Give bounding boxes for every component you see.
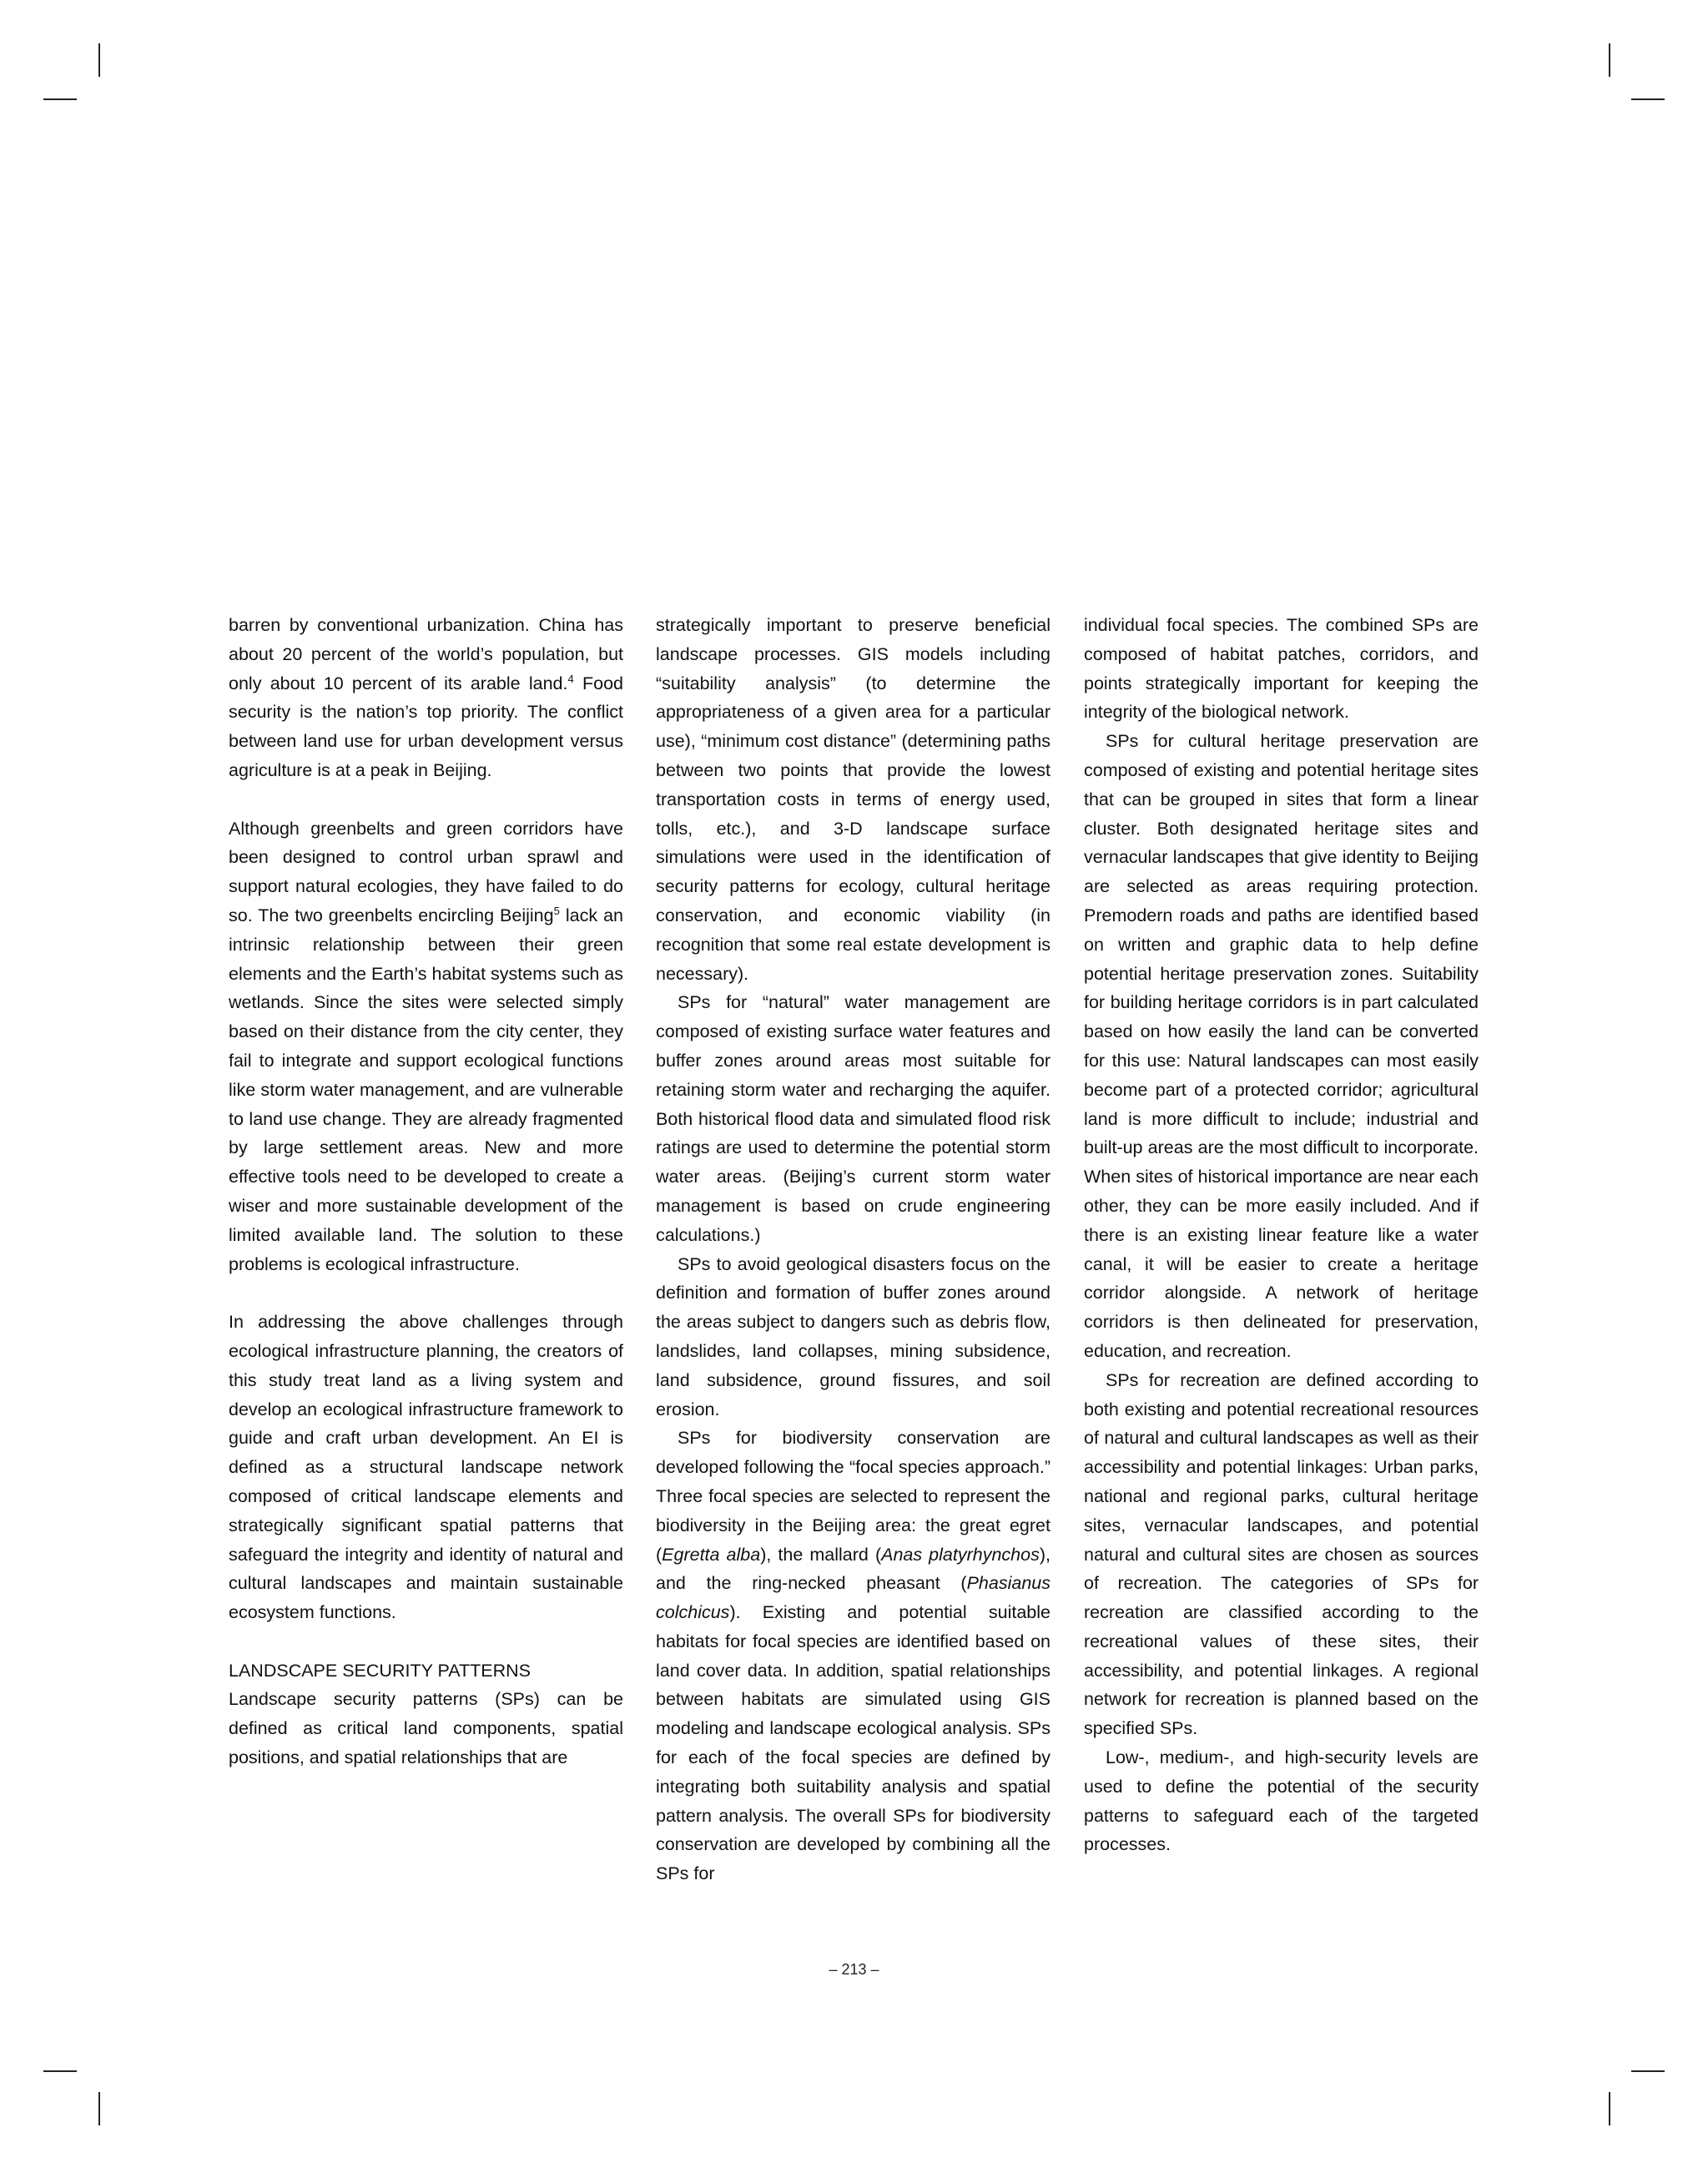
paragraph: SPs to avoid geological disasters focus on the definition and formation of buffer zones around the areas subject to dangers such as debris flow, landslides, land collapses, mining subsidence, land subsidence, ground fissures, and soil erosion. bbox=[656, 1253, 1050, 1419]
species-name: Egretta alba bbox=[662, 1544, 761, 1565]
paragraph: barren by conventional urbanization. China has about 20 percent of the world’s population, but only about 10 percent of its arable land.$^4$ Food security is the nation’s top priority. The conflict between land use for urban development versus agriculture is at a peak in Beijing. bbox=[229, 615, 623, 780]
paragraph: SPs for “natural” water management are composed of existing surface water features and buffer zones around areas most suitable for retaining storm water and recharging the aquifer. Both historical flood data and simulated flood risk ratings are used to determine the potential storm water areas. (Beijing’s current storm water management is based on crude engineering calculations.) bbox=[656, 992, 1050, 1245]
text-column-3 bbox=[1084, 611, 1479, 1859]
section-heading: LANDSCAPE SECURITY PATTERNS bbox=[229, 1660, 531, 1681]
paragraph: In addressing the above challenges through ecological infrastructure planning, the creators of this study treat land as a living system and develop an ecological infrastructure framework to guide and craft urban development. An EI is defined as a structural landscape network composed of critical landscape elements and strategically significant spatial patterns that safeguard the integrity and identity of natural and cultural landscapes and maintain sustainable ecosystem functions. bbox=[229, 1312, 623, 1623]
crop-mark-bottom-right-horizontal bbox=[1631, 2070, 1665, 2072]
crop-mark-bottom-left-vertical bbox=[98, 2092, 100, 2125]
text-column-1 bbox=[229, 611, 623, 1772]
paragraph: SPs for cultural heritage preservation are composed of existing and potential heritage sites that can be grouped in sites that form a linear cluster. Both designated heritage sites and vernacular landscapes that give identity to Beijing are selected as areas requiring protection. Premodern roads and paths are identified based on written and graphic data to help define potential heritage preservation zones. Suitability for building heritage corridors is in part calculated based on how easily the land can be converted for this use: Natural landscapes can most easily become part of a protected corridor; agricultural land is more difficult to include; industrial and built-up areas are the most difficult to incorporate. When sites of historical importance are near each other, they can be more easily included. And if there is an existing linear feature like a water canal, it will be easier to create a heritage corridor alongside. A network of heritage corridors is then delineated for preservation, education, and recreation. bbox=[1084, 731, 1479, 1361]
paragraph: Low-, medium-, and high-security levels are used to define the potential of the security patterns to safeguard each of the targeted processes. bbox=[1084, 1747, 1479, 1855]
crop-mark-top-right-vertical bbox=[1609, 43, 1610, 77]
paragraph: strategically important to preserve beneficial landscape processes. GIS models including “suitability analysis” (to determine the appropriateness of a given area for a particular use), “minimum cost distance” (determining paths between two points that provide the lowest transportation costs in terms of energy used, tolls, etc.), and 3-D landscape surface simulations were used in the identification of security patterns for ecology, cultural heritage conservation, and economic viability (in recognition that some real estate development is necessary). bbox=[656, 615, 1050, 984]
footnote-ref: 5 bbox=[553, 904, 560, 917]
paragraph: Although greenbelts and green corridors have been designed to control urban sprawl and support natural ecologies, they have failed to do so. The two greenbelts encircling Beijing$^5$ lack an intrinsic relationship between their green elements and the Earth’s habitat systems such as wetlands. Since the sites were selected simply based on their distance from the city center, they fail to integrate and support ecological functions like storm water management, and are vulnerable to land use change. They are already fragmented by large settlement areas. New and more effective tools need to be developed to create a wiser and more sustainable development of the limited available land. The solution to these problems is ecological infrastructure. bbox=[229, 818, 623, 1274]
crop-mark-top-right-horizontal bbox=[1631, 98, 1665, 100]
crop-mark-top-left-horizontal bbox=[43, 98, 77, 100]
paragraph: SPs for recreation are defined according to both existing and potential recreational resources of natural and cultural landscapes as well as their accessibility and potential linkages: Urban parks, national and regional parks, cultural heritage sites, vernacular landscapes, and potential natural and cultural sites are chosen as sources of recreation. The categories of SPs for recreation are classified according to the recreational values of these sites, their accessibility, and potential linkages. A regional network for recreation is planned based on the specified SPs. bbox=[1084, 1369, 1479, 1739]
paragraph: Landscape security patterns (SPs) can be defined as critical land components, spatial positions, and spatial relationships that are bbox=[229, 1689, 623, 1768]
text-column-2 bbox=[656, 611, 1050, 1888]
crop-mark-bottom-right-vertical bbox=[1609, 2092, 1610, 2125]
crop-mark-top-left-vertical bbox=[98, 43, 100, 77]
paragraph: SPs for biodiversity conservation are developed following the “focal species approach.” Three focal species are selected to represent the biodiversity in the Beijing area: the great egret (Egretta alba), the mallard (Anas platyrhynchos), and the ring-necked pheasant (Phasianus colchicus). Existing and potential suitable habitats for focal species are identified based on land cover data. In addition, spatial relationships between habitats are simulated using GIS modeling and landscape ecological analysis. SPs for each of the focal species are defined by integrating both suitability analysis and spatial pattern analysis. The overall SPs for biodiversity conservation are developed by combining all the SPs for bbox=[656, 1428, 1050, 1884]
paragraph: individual focal species. The combined SPs are composed of habitat patches, corridors, and points strategically important for keeping the integrity of the biological network. bbox=[1084, 615, 1479, 723]
page-number: – 213 – bbox=[829, 1961, 879, 1978]
footnote-ref: 4 bbox=[567, 672, 574, 685]
species-name: Phasianus colchicus bbox=[656, 1573, 1050, 1623]
crop-mark-bottom-left-horizontal bbox=[43, 2070, 77, 2072]
species-name: Anas platyrhynchos bbox=[881, 1544, 1040, 1565]
